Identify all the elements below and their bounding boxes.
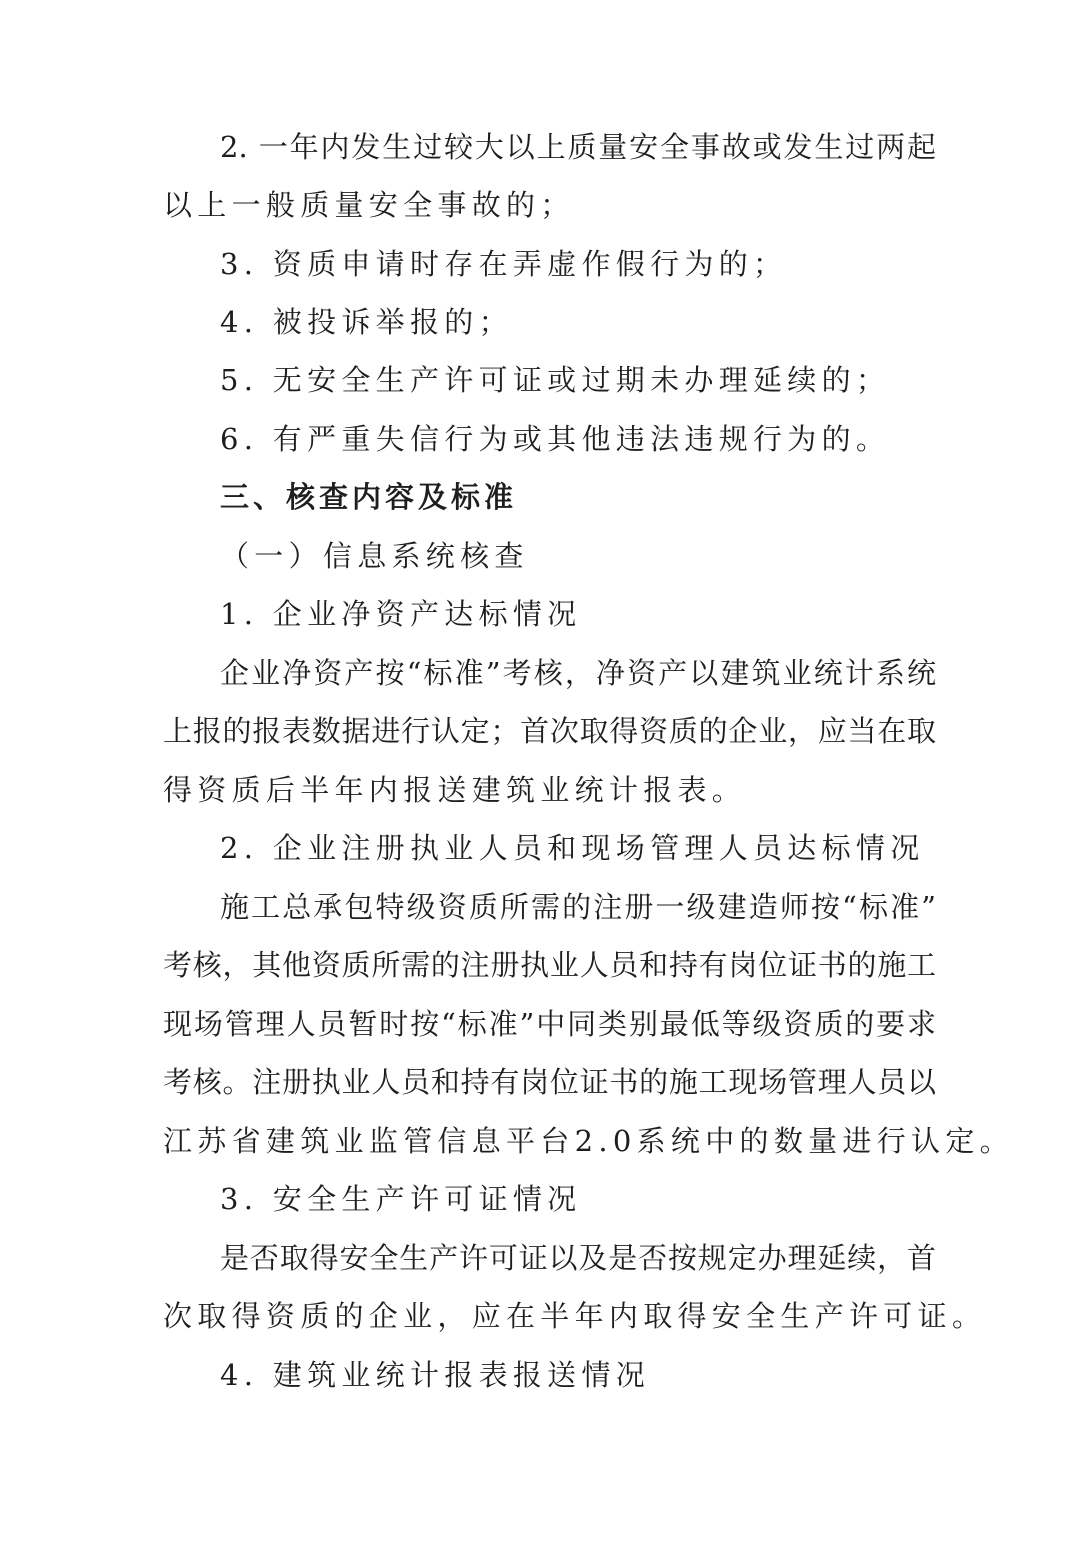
item-heading: 3. 安全生产许可证情况 [220,1182,582,1216]
item-heading: 4. 建筑业统计报表报送情况 [220,1358,651,1392]
paragraph-line: 企业净资产按“标准”考核，净资产以建筑业统计系统 [220,656,936,690]
paragraph-line: 考核，其他资质所需的注册执业人员和持有岗位证书的施工 [163,948,936,982]
paragraph-line: 施工总承包特级资质所需的注册一级建造师按“标准” [220,890,936,924]
item-heading: 2. 企业注册执业人员和现场管理人员达标情况 [220,831,925,865]
section-heading: 三、核查内容及标准 [220,480,518,514]
item-heading: 1. 企业净资产达标情况 [220,597,582,631]
paragraph-line: 得资质后半年内报送建筑业统计报表。 [163,773,747,807]
paragraph-line: 次取得资质的企业，应在半年内取得安全生产许可证。 [163,1299,987,1333]
paragraph-line: 以上一般质量安全事故的； [163,188,575,222]
list-item: 3. 资质申请时存在弄虚作假行为的； [220,247,788,281]
paragraph-line: 现场管理人员暂时按“标准”中同类别最低等级资质的要求 [163,1007,936,1041]
paragraph-line: 是否取得安全生产许可证以及是否按规定办理延续，首 [220,1241,936,1275]
paragraph-line: 江苏省建筑业监管信息平台2.0系统中的数量进行认定。 [163,1124,1014,1158]
subsection-heading: （一）信息系统核查 [220,539,529,573]
list-item: 4. 被投诉举报的； [220,305,513,339]
list-item: 6. 有严重失信行为或其他违法违规行为的。 [220,422,891,456]
paragraph-line: 考核。注册执业人员和持有岗位证书的施工现场管理人员以 [163,1065,936,1099]
paragraph-line: 上报的报表数据进行认定；首次取得资质的企业，应当在取 [163,714,936,748]
list-item: 5. 无安全生产许可证或过期未办理延续的； [220,363,891,397]
paragraph-line: 2. 一年内发生过较大以上质量安全事故或发生过两起 [220,130,936,164]
